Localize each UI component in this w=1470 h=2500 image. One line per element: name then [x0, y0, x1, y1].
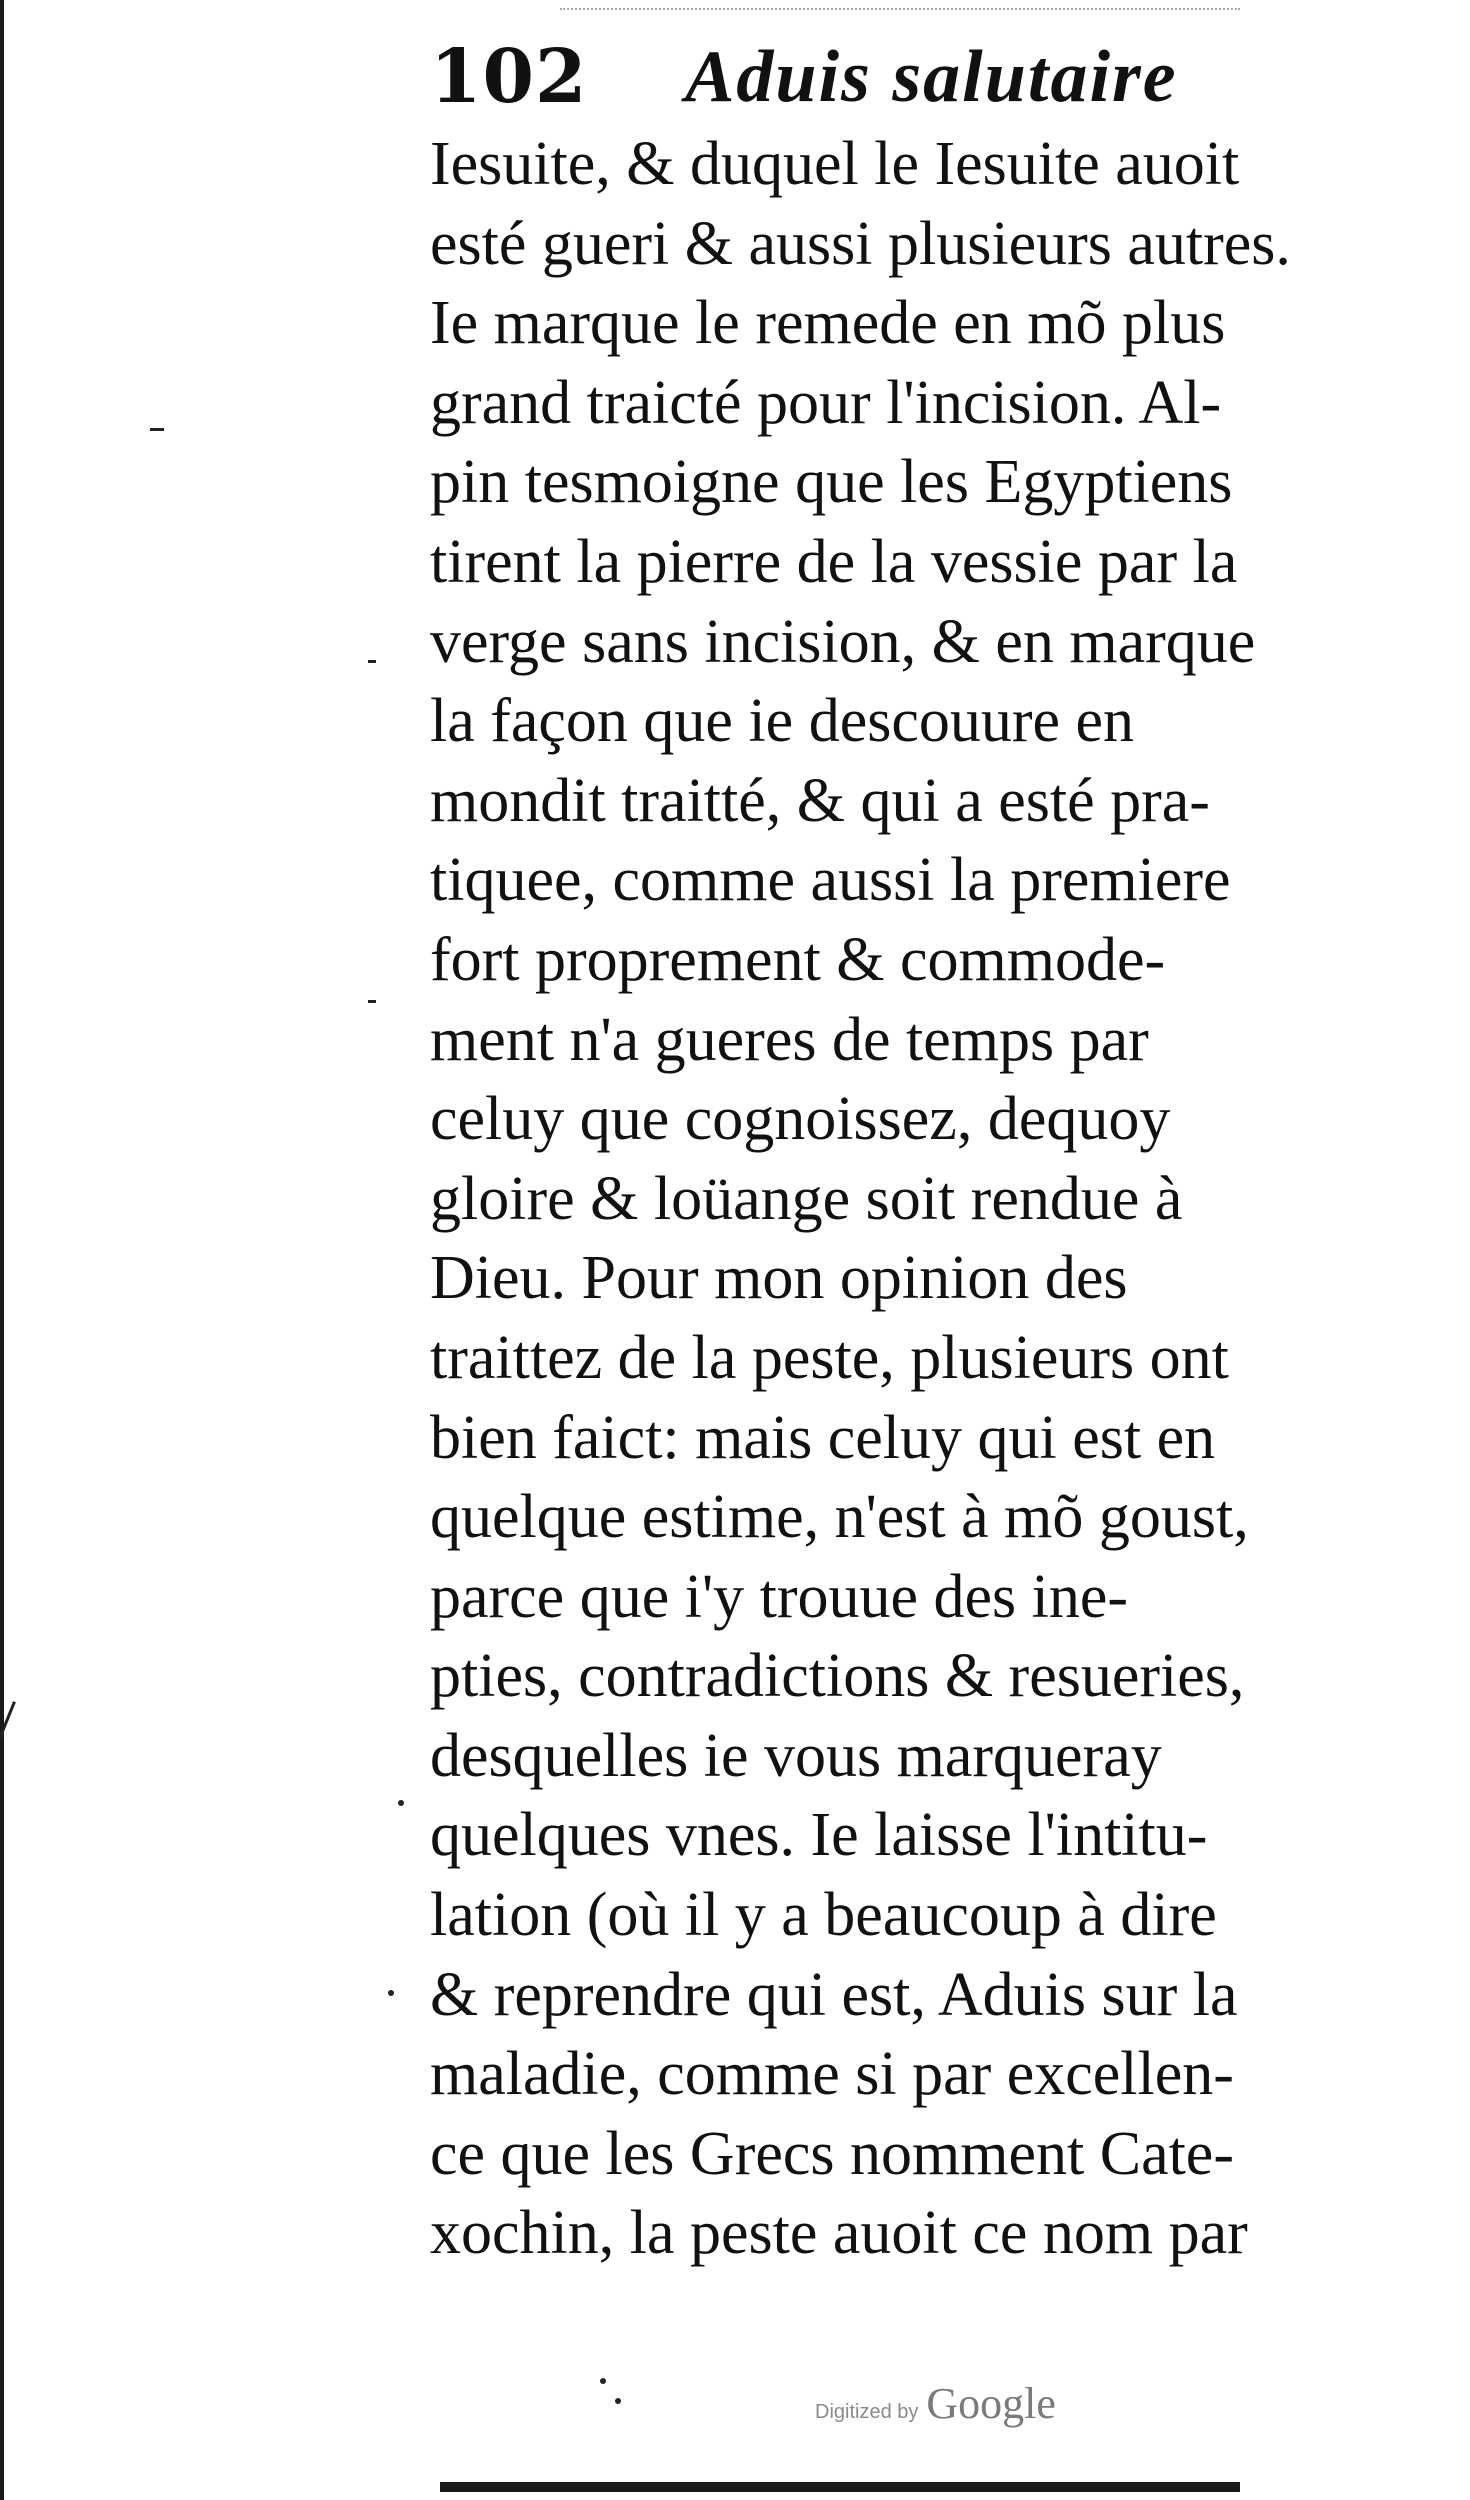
text-line: Iesuite, & duquel le Iesuite auoit [430, 130, 1240, 198]
text-line: traittez de la peste, plusieurs ont [430, 1323, 1229, 1392]
text-line: esté gueri & aussi plusieurs autres. [430, 209, 1291, 278]
digitized-by-label: Digitized by [815, 2401, 919, 2423]
scan-speck [600, 2378, 606, 2384]
text-line: pin tesmoigne que les Egyptiens [430, 448, 1233, 517]
text-line: parce que i'y trouue des ine- [430, 1562, 1129, 1631]
text-line: Ie marque le remede en mõ plus [430, 289, 1226, 358]
text-line: bien faict: mais celuy qui est en [430, 1403, 1216, 1472]
margin-tick [368, 1000, 376, 1003]
text-line: & reprendre qui est, Aduis sur la [430, 1960, 1238, 2029]
text-line: desquelles ie vous marqueray [430, 1721, 1162, 1790]
text-line: mondit traitté, & qui a esté pra- [430, 766, 1210, 835]
text-line: ment n'a gueres de temps par [430, 1005, 1149, 1074]
text-line: ce que les Grecs nomment Cate- [430, 2119, 1234, 2188]
text-line: Dieu. Pour mon opinion des [430, 1244, 1128, 1313]
text-line: pties, contradictions & resueries, [430, 1642, 1245, 1711]
text-line: tiquee, comme aussi la premiere [430, 846, 1231, 915]
text-line: maladie, comme si par excellen- [430, 2040, 1234, 2109]
page-left-edge [0, 0, 4, 2500]
scan-speck [388, 1990, 394, 1996]
text-line: gloire & loüange soit rendue à [430, 1164, 1183, 1233]
text-line: celuy que cognoissez, dequoy [430, 1085, 1171, 1154]
bottom-edge-rule [440, 2482, 1240, 2492]
text-line: quelques vnes. Ie laisse l'intitu- [430, 1801, 1208, 1870]
body-text [430, 125, 1390, 2274]
text-line: la façon que ie descouure en [430, 687, 1135, 756]
margin-tick [150, 428, 164, 431]
text-line: quelque estime, n'est à mõ goust, [430, 1483, 1249, 1552]
text-line: fort proprement & commode- [430, 925, 1166, 994]
digitization-footer [815, 2378, 1056, 2438]
margin-tick [368, 660, 376, 663]
scan-speck [398, 1800, 404, 1806]
text-line: xochin, la peste auoit ce nom par [430, 2199, 1248, 2268]
top-bleed-through [560, 0, 1240, 10]
scan-speck [615, 2398, 621, 2404]
text-line: lation (où il y a beaucoup à dire [430, 1881, 1217, 1950]
text-line: grand traicté pour l'incision. Al- [430, 368, 1222, 437]
running-head: Aduis salutaire [685, 36, 1178, 118]
page-number: 102 [430, 34, 588, 120]
text-line: verge sans incision, & en marque [430, 607, 1256, 676]
page-header [430, 30, 1260, 125]
google-logo: Google [926, 2379, 1056, 2428]
text-line: tirent la pierre de la vessie par la [430, 527, 1238, 596]
